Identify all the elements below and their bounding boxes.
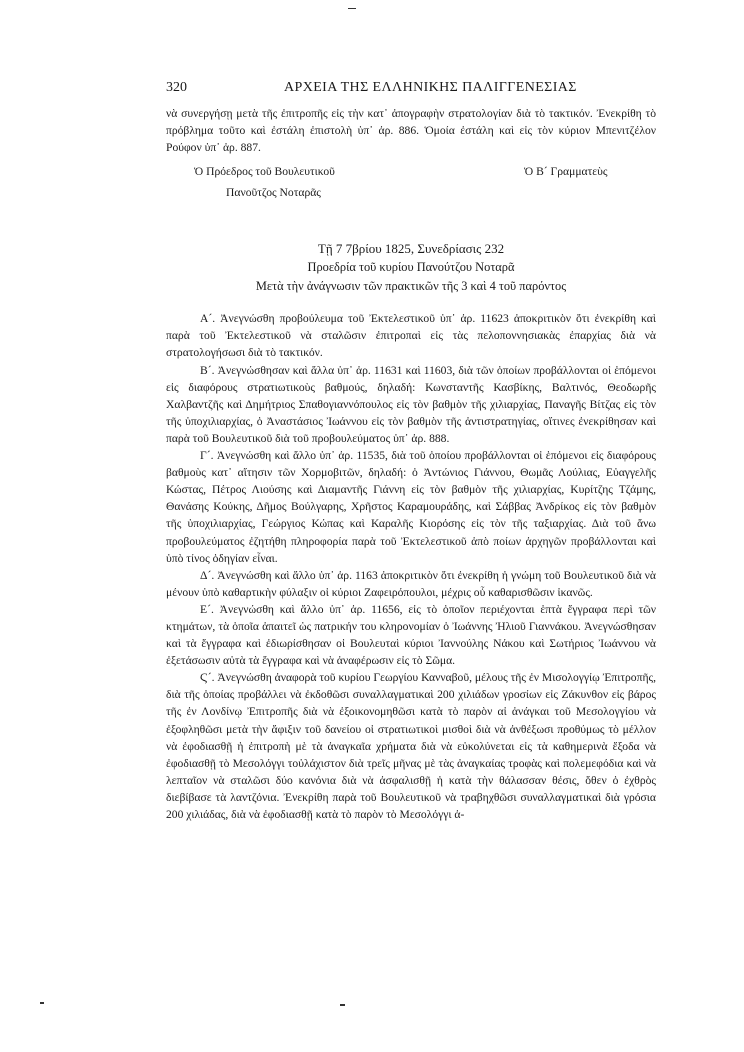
scan-mark-bottom-left <box>40 1002 44 1004</box>
session-heading <box>166 239 656 296</box>
agenda-item-e: Ε´. Ἀνεγνώσθη καὶ ἄλλο ὑπ᾽ ἀρ. 11656, εἰς τὸ ὁποῖον περιέχονται ἑπτὰ ἔγγραφα περὶ τῶν κτημάτων, τὰ ὁποῖα ἀπαιτεῖ ὡς πατρικήν του κληρονομίαν ὁ Ἰωάννης Ἠλιοῦ Γιαννάκου. Ἀνεγνώσθησαν καὶ τὰ ἔγγραφα καὶ ἐδιωρίσθησαν οἱ Βουλευταὶ κύριοι Ἰαννούλης Νάκου καὶ Σωτήριος Ἰωάννου νὰ ἐξετάσωσιν αὐτὰ τὰ ἔγγραφα καὶ νὰ ἀναφέρωσιν εἰς τὸ Σῶμα. <box>166 602 656 668</box>
document-body <box>166 105 656 823</box>
scan-mark-top <box>348 8 356 9</box>
page-header <box>166 80 656 102</box>
scan-mark-bottom-center <box>340 1004 345 1006</box>
session-presidency: Προεδρία τοῦ κυρίου Πανούτζου Νοταρᾶ <box>307 260 515 275</box>
page-number: 320 <box>166 80 187 95</box>
session-reading: Μετὰ τὴν ἀνάγνωσιν τῶν πρακτικῶν τῆς 3 καὶ 4 τοῦ παρόντος <box>255 279 567 294</box>
intro-paragraph: νὰ συνεργήσῃ μετὰ τῆς ἐπιτροπῆς εἰς τὴν κατ᾽ ἀπογραφὴν στρατολογίαν διὰ τὸ τακτικόν. Ἐνεκρίθη τὸ πρόβλημα τοῦτο καὶ ἐστάλη ἐπιστολὴ ὑπ᾽ ἀρ. 886. Ὁμοία ἐστάλη καὶ εἰς τὸν κύριον Μπενιτζέλον Ρούφον ὑπ᾽ ἀρ. 887. <box>166 107 656 155</box>
agenda-item-d: Δ´. Ἀνεγνώσθη καὶ ἄλλο ὑπ᾽ ἀρ. 1163 ἀποκριτικὸν ὅτι ἐνεκρίθη ἡ γνώμη τοῦ Βουλευτικοῦ διὰ νὰ μένουν ὑπὸ καθαρτικὴν φύλαξιν οἱ κύριοι Ζαφειρόπουλοι, μέχρις οὗ καθαρισθῶσιν ἱκανῶς. <box>166 568 656 599</box>
session-title: Τῇ 7 7βρίου 1825, Συνεδρίασις 232 <box>317 241 505 257</box>
signature-block <box>166 163 656 207</box>
secretary-role: Ὁ Β´ Γραμματεὺς <box>524 165 608 179</box>
agenda-item-b: Β´. Ἀνεγνώσθησαν καὶ ἄλλα ὑπ᾽ ἀρ. 11631 καὶ 11603, διὰ τῶν ὁποίων προβάλλονται οἱ ἑπόμενοι εἰς διαφόρους στρατιωτικοὺς βαθμούς, δηλαδή: Κωνσταντῆς Κασβίκης, Βαλτινός, Θεοδωρῆς Χαλβαντζῆς καὶ Δημήτριος Σπαθογιαννόπουλος εἰς τὸν βαθμὸν τῆς χιλιαρχίας, Παναγῆς Βίτζας εἰς τὸν τῆς ὑποχιλιαρχίας, ὁ Ἀναστάσιος Ἰωάννου εἰς τὸν βαθμὸν τῆς ἀντιστρατηγίας, οἵτινες ἐνεκρίθησαν καὶ παρὰ τοῦ Βουλευτικοῦ διὰ τοῦ προβουλεύματος ὑπ᾽ ἀρ. 888. <box>166 363 656 445</box>
agenda-item-a: Α´. Ἀνεγνώσθη προβούλευμα τοῦ Ἐκτελεστικοῦ ὑπ᾽ ἀρ. 11623 ἀποκριτικὸν ὅτι ἐνεκρίθη καὶ παρὰ τοῦ Ἐκτελεστικοῦ νὰ σταλῶσιν ἐπιτροπαὶ εἰς τὰς πελοποννησιακὰς ἐπαρχίας διὰ νὰ στρατολογήσωσι διὰ τὸ τακτικόν. <box>166 312 656 360</box>
agenda-item-c: Γ´. Ἀνεγνώσθη καὶ ἄλλο ὑπ᾽ ἀρ. 11535, διὰ τοῦ ὁποίου προβάλλονται οἱ ἑπόμενοι εἰς διαφόρους βαθμοὺς κατ᾽ αἴτησιν τῶν Χορμοβιτῶν, δηλαδή: ὁ Ἀντώνιος Γιάννου, Θωμᾶς Λούλιας, Εὐαγγελῆς Κώστας, Πέτρος Λιούσης καὶ Διαμαντῆς Γιάννη εἰς τὸν βαθμὸν τῆς χιλιαρχίας, Κυρίτζης Τζάμης, Θανάσης Κούκης, Δῆμος Βούλγαρης, Χρῆστος Καραμουράδης, καὶ Σάββας Ἀνδρίκος εἰς τὸν βαθμὸν τῆς ὑποχιλιαρχίας, Γεώργιος Κώπας καὶ Καραλῆς Κιορόσης εἰς τὸν τῆς ταξιαρχίας. Διὰ τοῦ ἄνω προβουλεύματος ἐζητήθη πληροφορία παρὰ τοῦ Ἐκτελεστικοῦ ἀπὸ ποίων ἀρχηγῶν προβάλλονται καὶ ὑπὸ τίνος ὁδηγίαν εἶναι. <box>166 449 656 565</box>
agenda-items <box>166 310 656 823</box>
running-title: ΑΡΧΕΙΑ ΤΗΣ ΕΛΛΗΝΙΚΗΣ ΠΑΛΙΓΓΕΝΕΣΙΑΣ <box>284 80 577 95</box>
president-role: Ὁ Πρόεδρος τοῦ Βουλευτικοῦ <box>194 165 335 179</box>
agenda-item-f: Ϛ´. Ἀνεγνώσθη ἀναφορὰ τοῦ κυρίου Γεωργίου Κανναβοῦ, μέλους τῆς ἐν Μισολογγίῳ Ἐπιτροπῆς, διὰ τῆς ὁποίας προβάλλει νὰ ἐκδοθῶσι συναλλαγματικαὶ 200 χιλιάδων γροσίων εἰς Ζάκυνθον εἰς βάρος τῆς ἐν Λονδίνῳ Ἐπιτροπῆς διὰ νὰ ἐξοικονομηθῶσι κατὰ τὸ παρὸν αἱ ἀνάγκαι τοῦ Μεσολογγίου νὰ ἐξοφληθῶσι μετὰ τὴν ἄφιξιν τοῦ δανείου οἱ στρατιωτικοὶ μισθοὶ διὰ νὰ ἀνθέξωσι προθύμως τὸ μέλλον νὰ ἐφοδιασθῇ ἡ ἐπιτροπὴ μὲ τὰ ἀναγκαῖα χρήματα διὰ νὰ εὐκολύνεται εἰς τὰ καθημερινὰ ἔξοδα νὰ ἐφοδιασθῇ τὸ Μεσολόγγι τοὐλάχιστον διὰ τρεῖς μῆνας μὲ τὰς ἀναγκαίας τροφὰς καὶ πολεμεφόδια καὶ νὰ λεπταῖον νὰ σταλῶσι δύο κανόνια διὰ νὰ ἀσφαλισθῇ ἡ κατὰ τὴν θάλασσαν θέσις, ὅθεν ὁ ἐχθρὸς διεβίβασε τὰ λαντζόνια. Ἐνεκρίθη παρὰ τοῦ Βουλευτικοῦ νὰ τραβηχθῶσι συναλλαγματικαὶ διὰ γρόσια 200 χιλιάδας, διὰ νὰ ἐφοδιασθῇ κατὰ τὸ παρὸν τὸ Μεσολόγγι ἀ- <box>166 671 656 821</box>
president-name: Πανοῦτζος Νοταρᾶς <box>226 186 321 200</box>
